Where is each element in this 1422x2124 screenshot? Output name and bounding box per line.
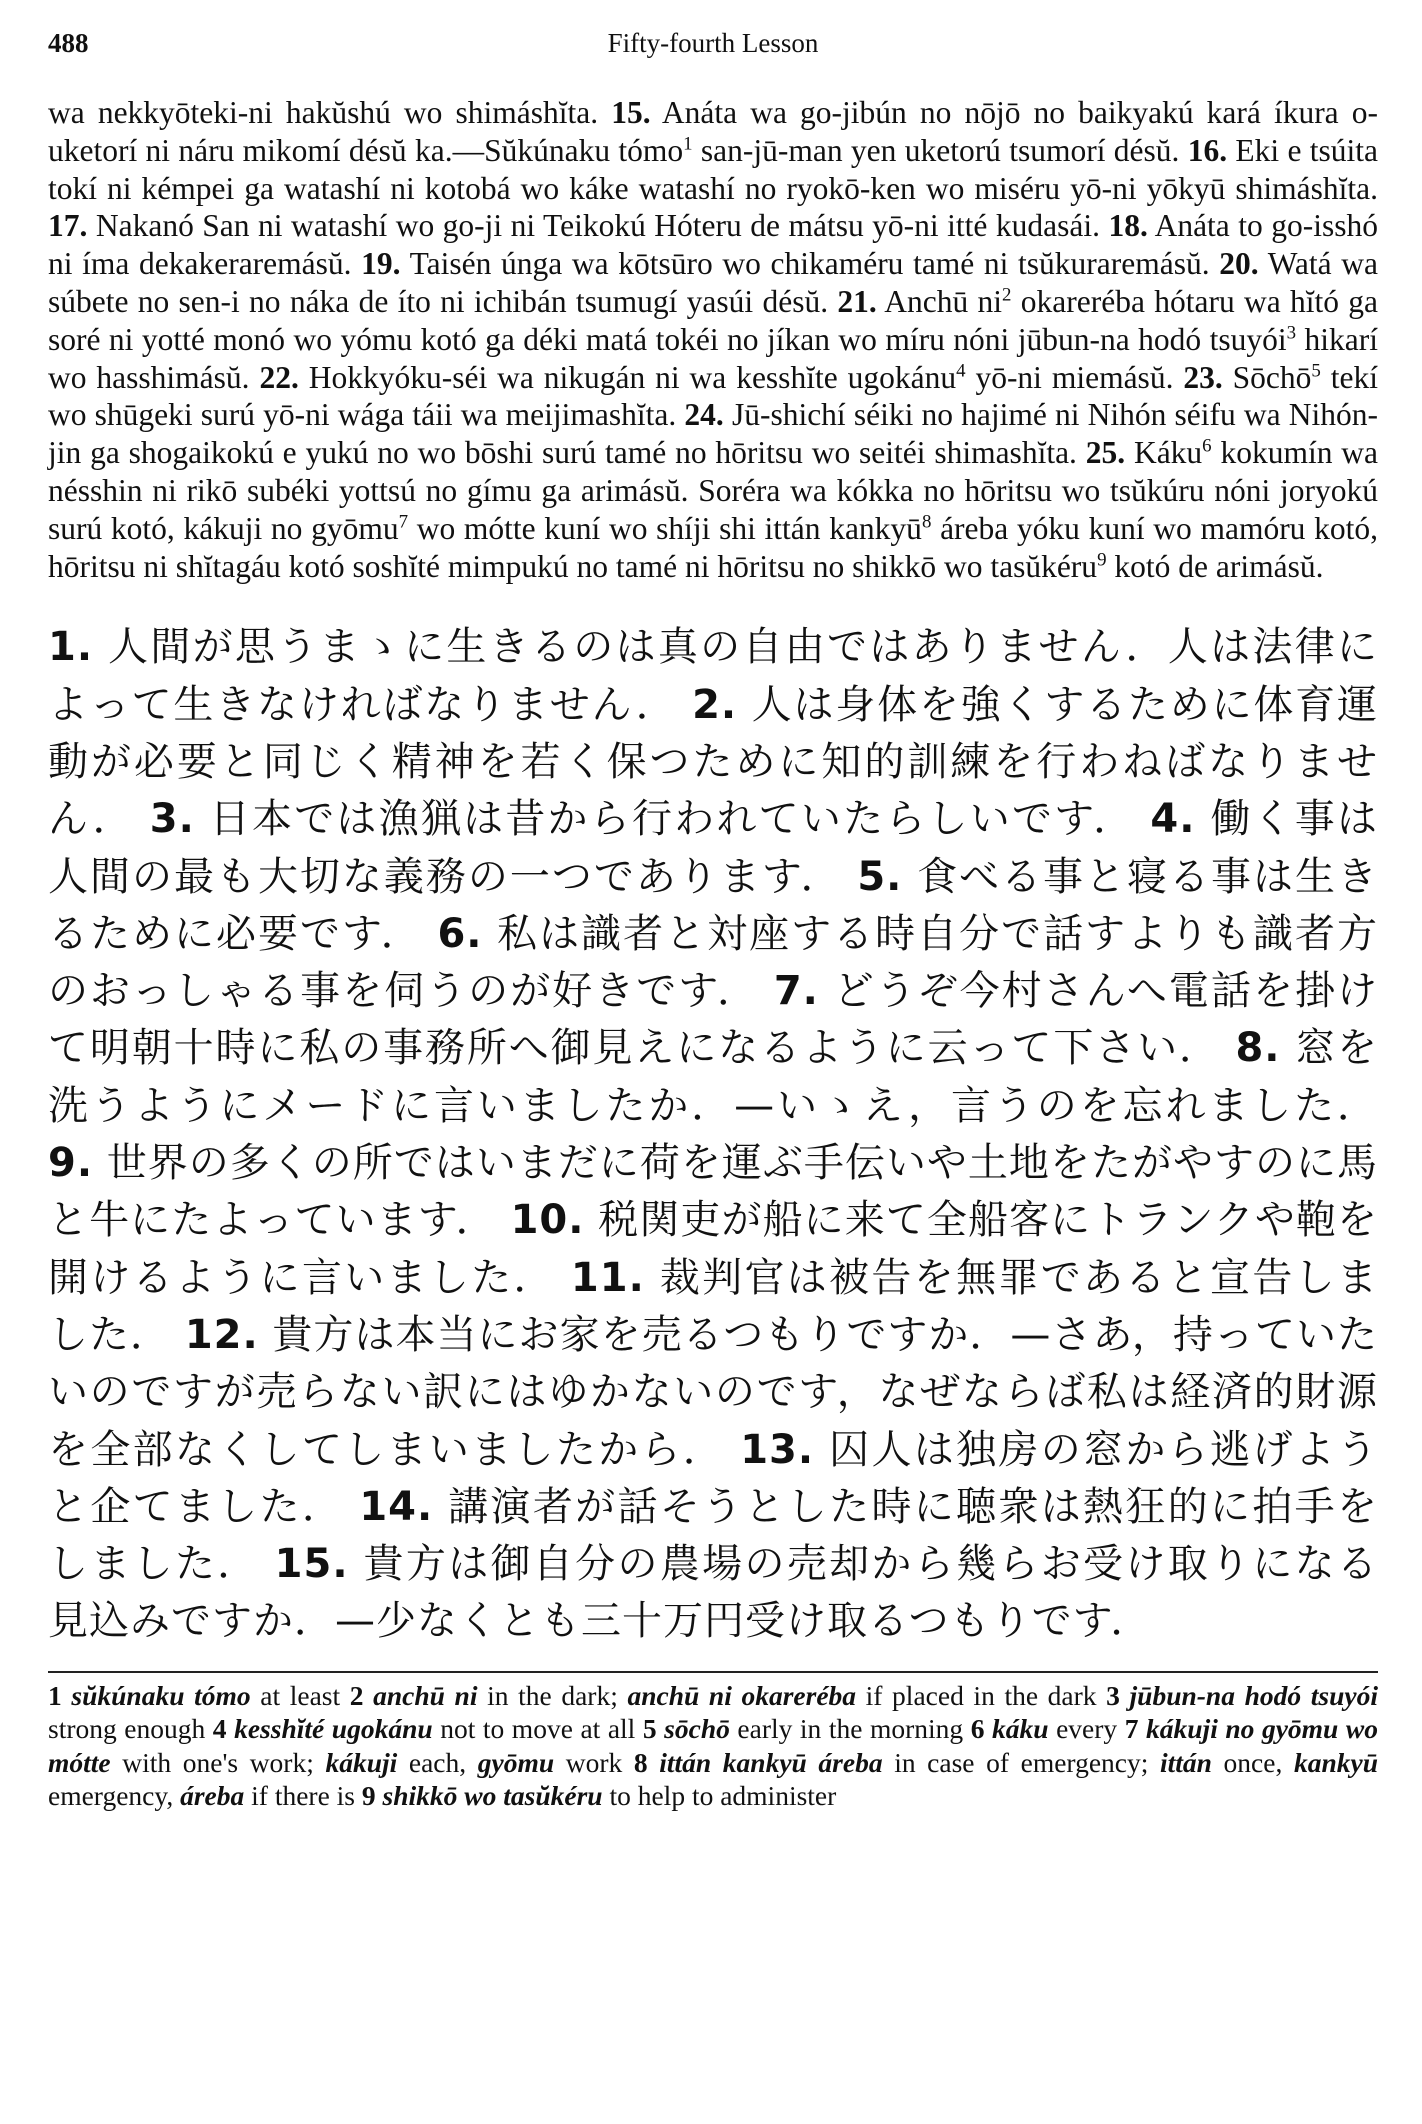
footnote-term: sōchō bbox=[656, 1713, 730, 1745]
sentence-number: 4. bbox=[1150, 796, 1196, 843]
footnote-term: shikkō wo tasŭkéru bbox=[375, 1780, 603, 1812]
sentence-text: 世界の多くの所ではいまだに荷を運ぶ手伝いや土地をたがやすのに馬と牛にたよっています． bbox=[48, 1140, 1378, 1244]
sentence-text: hikarí wo hasshimásŭ. bbox=[48, 321, 1378, 395]
footnote-gloss: with one's work; bbox=[110, 1746, 326, 1778]
book-page bbox=[48, 20, 1378, 2110]
footnote-gloss: strong enough bbox=[48, 1713, 213, 1745]
sentence-text: どうぞ今村さんへ電話を掛けて明朝十時に私の事務所へ御見えになるように云って下さい． bbox=[48, 968, 1378, 1072]
sentence-number: 16. bbox=[1187, 132, 1228, 168]
sentence-number: 1. bbox=[48, 624, 94, 671]
sentence-number: 15. bbox=[274, 1541, 349, 1588]
footnote-term: jūbun-na hodó tsuyói bbox=[1119, 1679, 1378, 1711]
sentence-text: 食べる事と寝る事は生きるために必要です． bbox=[48, 853, 1378, 957]
footnote-marker: 1 bbox=[683, 133, 693, 155]
sentence-text: 貴方は御自分の農場の売却から幾らお受け取りになる見込みですか．—少なくとも三十万円受け取るつもりです． bbox=[48, 1541, 1378, 1645]
footnote-gloss: at least bbox=[250, 1679, 350, 1711]
footnote-number: 1 bbox=[48, 1679, 62, 1711]
footnote-term: kákuji no gyōmu wo mótte bbox=[48, 1713, 1378, 1778]
sentence-text: 貴方は本当にお家を売るつもりですか．—さあ，持っていたいのですが売らない訳にはゆかないのです，なぜならば私は経済的財源を全部なくしてしまいましたから． bbox=[48, 1311, 1378, 1473]
sentence-text: áreba yóku kuní wo mamóru kotó, hōritsu ni shĭtagáu kotó soshĭté mimpukú no tamé ni hōritsu no shikkō wo tasŭkéru bbox=[48, 510, 1378, 584]
sentence-number: 21. bbox=[837, 283, 877, 319]
sentence-text: san-jū-man yen uketorú tsumorí désŭ. bbox=[692, 132, 1188, 168]
sentence-text: 囚人は独房の窓から逃げようと企てました． bbox=[48, 1426, 1378, 1530]
sentence-text: tekí wo shūgeki surú yō-ni wága táii wa meijimashĭta. bbox=[48, 359, 1379, 433]
footnote-number: 8 bbox=[633, 1746, 648, 1778]
sentence-text: Anáta to go-isshó ni íma dekakeraremásŭ. bbox=[48, 208, 1378, 282]
footnote-term: anchū ni bbox=[363, 1679, 478, 1711]
footnote-marker: 8 bbox=[921, 511, 932, 533]
footnote-term: anchū ni okareréba bbox=[627, 1679, 857, 1711]
page-number: 488 bbox=[48, 28, 89, 58]
sentence-text: 窓を洗うようにメードに言いましたか．—いゝえ，言うのを忘れました． bbox=[48, 1025, 1378, 1129]
footnote-gloss: if placed in the dark bbox=[856, 1679, 1107, 1711]
footnote-marker: 3 bbox=[1286, 322, 1297, 344]
footnote-term: ittán bbox=[1159, 1746, 1212, 1778]
footnote-gloss: in the dark; bbox=[477, 1679, 628, 1711]
footnotes bbox=[48, 1679, 1378, 1813]
footnote-marker: 4 bbox=[956, 360, 966, 382]
sentence-number: 20. bbox=[1219, 246, 1259, 282]
footnote-gloss: work bbox=[554, 1746, 634, 1778]
sentence-text: 働く事は人間の最も大切な義務の一つであります． bbox=[48, 796, 1378, 900]
footnote-term: kankyū bbox=[1293, 1746, 1378, 1778]
sentence-text: Taisén únga wa kōtsūro wo chikaméru tamé ni tsŭkuraremásŭ. bbox=[400, 246, 1220, 282]
footnote-gloss: early in the morning bbox=[729, 1713, 971, 1745]
sentence-number: 12. bbox=[184, 1311, 259, 1358]
sentence-text: 裁判官は被告を無罪であると宣告しました． bbox=[48, 1254, 1378, 1358]
footnote-gloss: every bbox=[1048, 1713, 1125, 1745]
footnote-gloss: each, bbox=[397, 1746, 478, 1778]
sentence-number: 22. bbox=[259, 359, 299, 395]
footnote-marker: 6 bbox=[1202, 435, 1212, 457]
footnote-number: 2 bbox=[349, 1679, 364, 1711]
page-header bbox=[48, 20, 1378, 68]
romanized-exercise-text bbox=[48, 94, 1378, 585]
footnote-marker: 5 bbox=[1311, 360, 1321, 382]
footnote-marker: 2 bbox=[1002, 284, 1012, 306]
sentence-number: 18. bbox=[1108, 208, 1148, 244]
footnote-gloss: in case of emergency; bbox=[882, 1746, 1160, 1778]
footnote-term: kesshĭté ugokánu bbox=[226, 1713, 433, 1745]
sentence-text: 税関吏が船に来て全船客にトランクや鞄を開けるように言いました． bbox=[48, 1197, 1378, 1301]
footnote-number: 6 bbox=[970, 1713, 985, 1745]
sentence-number: 17. bbox=[48, 208, 88, 244]
sentence-text: Anchū ni bbox=[876, 283, 1003, 319]
sentence-text: Eki e tsúita tokí ni kémpei ga watashí ni kotobá wo káke watashí no ryokō-ken wo miséru yō-ni yōkyū shimáshĭta. bbox=[48, 132, 1378, 206]
sentence-number: 5. bbox=[857, 853, 903, 900]
footnote-term: ittán kankyū áreba bbox=[647, 1746, 883, 1778]
footnote-divider bbox=[48, 1671, 1378, 1673]
sentence-text: 講演者が話そうとした時に聴衆は熱狂的に拍手をしました． bbox=[48, 1483, 1379, 1588]
sentence-text: Anáta wa go-jibún no nōjō no baikyakú kará íkura o-uketorí ni náru mikomí désŭ ka.—Sŭkúnaku tómo bbox=[48, 95, 1378, 168]
footnote-term: kákuji bbox=[325, 1746, 398, 1778]
japanese-exercise-text bbox=[48, 619, 1378, 1650]
footnote-gloss: if there is bbox=[244, 1780, 362, 1812]
footnote-marker: 9 bbox=[1097, 549, 1107, 571]
sentence-number: 19. bbox=[361, 246, 401, 282]
sentence-text: kokumín wa nésshin ni rikō subéki yottsú no gímu ga arimásŭ. Soréra wa kókka no hōritsu wo tsŭkúru nóni joryokú surú kotó, kákuji no gyōmu bbox=[48, 435, 1378, 546]
sentence-number: 15. bbox=[611, 95, 651, 130]
footnote-number: 5 bbox=[642, 1713, 657, 1745]
sentence-number: 11. bbox=[570, 1254, 645, 1301]
sentence-number: 2. bbox=[692, 681, 738, 728]
sentence-text: 私は識者と対座する時自分で話すよりも識者方のおっしゃる事を伺うのが好きです． bbox=[48, 910, 1379, 1015]
sentence-number: 25. bbox=[1085, 435, 1126, 471]
footnote-gloss: emergency, bbox=[48, 1780, 181, 1812]
sentence-text: kotó de arimásŭ. bbox=[1106, 548, 1324, 584]
sentence-number: 6. bbox=[437, 910, 483, 957]
sentence-number: 14. bbox=[359, 1483, 434, 1530]
sentence-number: 24. bbox=[684, 397, 724, 433]
sentence-text: yō-ni miemásŭ. bbox=[965, 359, 1184, 395]
footnote-term: sŭkúnaku tómo bbox=[61, 1679, 251, 1711]
footnote-number: 4 bbox=[212, 1713, 227, 1745]
footnote-gloss: to help to administer bbox=[602, 1780, 837, 1812]
sentence-number: 3. bbox=[149, 796, 195, 843]
footnote-term: áreba bbox=[180, 1780, 245, 1812]
sentence-text: 日本では漁猟は昔から行われていたらしいです． bbox=[194, 796, 1151, 843]
sentence-number: 13. bbox=[740, 1426, 815, 1473]
sentence-text: Nakanó San ni watashí wo go-ji ni Teikokú Hóteru de mátsu yō-ni itté kudasái. bbox=[87, 208, 1109, 244]
sentence-text: Watá wa súbete no sen-i no náka de íto ni ichibán tsumugí yasúi désŭ. bbox=[48, 246, 1378, 319]
footnote-term: káku bbox=[984, 1713, 1049, 1745]
footnote-gloss: not to move at all bbox=[432, 1713, 643, 1745]
footnote-number: 9 bbox=[361, 1780, 376, 1812]
sentence-text: 人間が思うまゝに生きるのは真の自由ではありません．人は法律によって生きなければなりません． bbox=[48, 624, 1378, 728]
sentence-number: 10. bbox=[510, 1197, 585, 1244]
footnote-gloss: once, bbox=[1211, 1746, 1294, 1778]
sentence-text: Jū-shichí séiki no hajimé ni Nihón séifu wa Nihón-jin ga shogaikokú e yukú no wo bōshi surú tamé no hōritsu wo seitéi shimashĭta. bbox=[48, 397, 1379, 471]
sentence-text: Sōchō bbox=[1222, 359, 1312, 395]
sentence-number: 23. bbox=[1183, 359, 1223, 395]
sentence-text: Hokkyóku-séi wa nikugán ni wa kesshĭte ugokánu bbox=[298, 359, 957, 395]
sentence-text: Káku bbox=[1125, 435, 1203, 471]
sentence-number: 8. bbox=[1235, 1025, 1281, 1072]
sentence-text: wo mótte kuní wo shíji shi ittán kankyū bbox=[408, 510, 922, 546]
footnote-number: 3 bbox=[1106, 1679, 1120, 1711]
sentence-text: 人は身体を強くするために体育運動が必要と同じく精神を若く保つために知的訓練を行わねばなりません． bbox=[48, 681, 1378, 843]
sentence-text: wa nekkyōteki-ni hakŭshú wo shimáshĭta. bbox=[48, 95, 612, 130]
running-title: Fifty-fourth Lesson bbox=[607, 28, 819, 58]
sentence-number: 9. bbox=[48, 1140, 94, 1187]
sentence-number: 7. bbox=[773, 968, 819, 1015]
sentence-text: okareréba hótaru wa hĭtó ga soré ni yotté monó wo yómu kotó ga déki matá tokéi no jíkan wo míru nóni jūbun-na hodó tsuyói bbox=[48, 283, 1378, 357]
footnote-number: 7 bbox=[1124, 1713, 1139, 1745]
footnote-term: gyōmu bbox=[477, 1746, 555, 1778]
footnote-marker: 7 bbox=[398, 511, 409, 533]
